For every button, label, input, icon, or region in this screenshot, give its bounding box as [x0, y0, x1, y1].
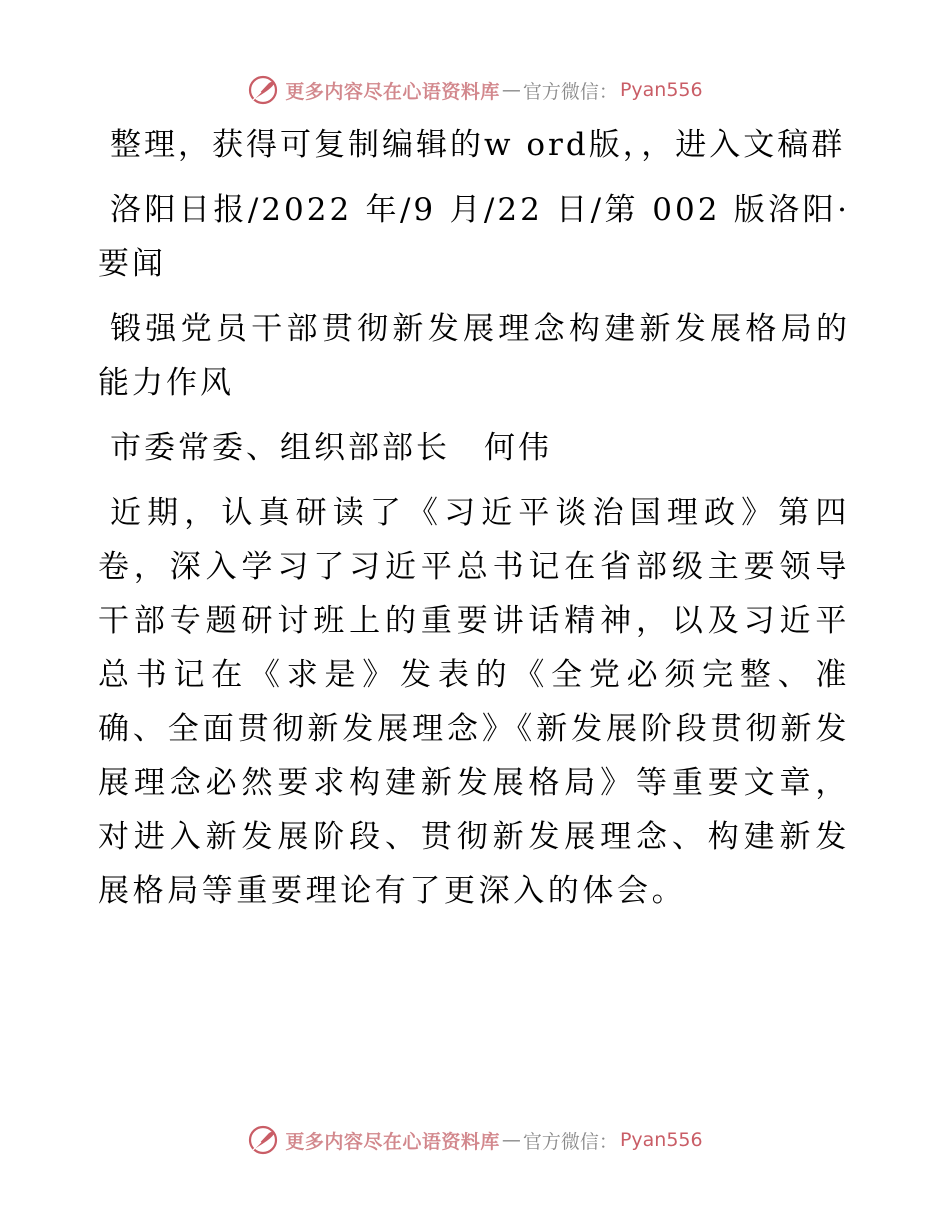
article-title: 锻强党员干部贯彻新发展理念构建新发展格局的能力作风 — [98, 311, 850, 401]
footer-watermark — [0, 1120, 950, 1160]
body-paragraph: 近期，认真研读了《习近平谈治国理政》第四卷，深入学习了习近平总书记在省部级主要领导干部专题研讨班上的重要讲话精神，以及习近平总书记在《求是》发表的《全党必须完整、准确、全面贯彻新发展理念》《新发展阶段贯彻新发展理念必然要求构建新发展格局》等重要文章，对进入新发展阶段、贯彻新发展理念、构建新发展格局等重要理论有了更深入的体会。 — [98, 495, 850, 909]
watermark-contact-label: 官方微信： — [522, 80, 618, 103]
header-watermark — [0, 70, 950, 110]
source-line: 洛阳日报/2022 年/9 月/22 日/第 002 版洛阳·要闻 — [98, 192, 850, 282]
watermark-contact-id: Pyan556 — [619, 1129, 703, 1151]
watermark-dash: — — [501, 1129, 521, 1151]
document-content — [98, 118, 850, 929]
feather-pen-logo-icon — [247, 74, 279, 106]
watermark-contact-label: 官方微信： — [522, 1130, 618, 1153]
watermark-main-text: 更多内容尽在心语资料库 — [285, 80, 500, 103]
watermark-main-text: 更多内容尽在心语资料库 — [285, 1130, 500, 1153]
watermark-contact-id: Pyan556 — [619, 79, 703, 101]
watermark-dash: — — [501, 79, 521, 101]
intro-paragraph: 整理，获得可复制编辑的w ord版，，进入文稿群 — [110, 127, 846, 163]
feather-pen-logo-icon — [247, 1124, 279, 1156]
author-line: 市委常委、组织部部长 何伟 — [110, 430, 552, 466]
